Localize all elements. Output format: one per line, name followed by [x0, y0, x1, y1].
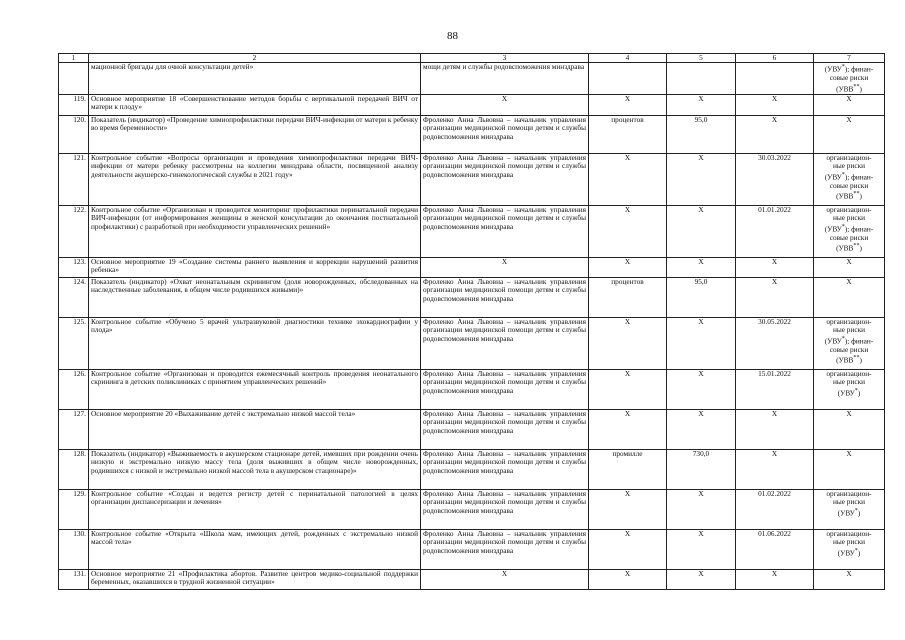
table-row [59, 115, 885, 153]
header-cell: 6 [736, 54, 814, 63]
row-value: X [667, 369, 736, 409]
header-cell: 4 [589, 54, 667, 63]
header-row [59, 54, 885, 63]
row-number: 128. [59, 449, 89, 489]
row-date: X [736, 569, 814, 589]
row-risks: X [814, 257, 885, 277]
row-date: 01.06.2022 [736, 529, 814, 569]
row-unit: промилле [589, 449, 667, 489]
row-value: 730,0 [667, 449, 736, 489]
header-cell: 1 [59, 54, 89, 63]
table-row [59, 529, 885, 569]
table-row [59, 449, 885, 489]
header-cell: 2 [89, 54, 421, 63]
row-number: 131. [59, 569, 89, 589]
table-row [59, 489, 885, 529]
plan-table [58, 53, 885, 590]
row-number: 126. [59, 369, 89, 409]
table-row [59, 257, 885, 277]
row-name: Основное мероприятие 19 «Создание системы раннего выявления и коррекции нарушений развития ребенка» [89, 257, 421, 277]
row-risks: организацион- ные риски (УВУ*); финан- совые риски (УВВ**) [814, 317, 885, 369]
row-number: 129. [59, 489, 89, 529]
row-responsible: Фроленко Анна Львовна – начальник управления организации медицинской помощи детям и службы родовспоможения минздрава [421, 277, 589, 317]
row-name: мационной бригады для очной консультации детей» [89, 63, 421, 95]
row-responsible: Фроленко Анна Львовна – начальник управления организации медицинской помощи детям и службы родовспоможения минздрава [421, 317, 589, 369]
row-number [59, 63, 89, 95]
row-unit: процентов [589, 115, 667, 153]
page-number: 88 [447, 30, 458, 42]
row-name: Показатель (индикатор) «Проведение химиопрофилактики передачи ВИЧ-инфекции от матери к ребенку во время беременности» [89, 115, 421, 153]
row-risks: организацион- ные риски (УВУ*) [814, 369, 885, 409]
row-unit: X [589, 369, 667, 409]
row-value: X [667, 489, 736, 529]
row-value: X [667, 317, 736, 369]
row-value: 95,0 [667, 115, 736, 153]
row-unit: процентов [589, 277, 667, 317]
row-value: X [667, 529, 736, 569]
row-value: X [667, 569, 736, 589]
table-row [59, 317, 885, 369]
row-responsible: Фроленко Анна Львовна – начальник управления организации медицинской помощи детям и службы родовспоможения минздрава [421, 489, 589, 529]
header-cell: 7 [814, 54, 885, 63]
row-unit: X [589, 153, 667, 205]
row-number: 125. [59, 317, 89, 369]
row-unit: X [589, 489, 667, 529]
row-name: Основное мероприятие 20 «Выхаживание детей с экстремально низкой массой тела» [89, 409, 421, 449]
row-date: X [736, 409, 814, 449]
row-name: Контрольное событие «Вопросы организации и проведения химиопрофилактики передачи ВИЧ-инфекции от матери ребенку рассмотрены на коллегии минздрава области, посвященной анализу деятельности акушерско-гинекологической службы в 2021 году» [89, 153, 421, 205]
row-risks: (УВУ*); финан- совые риски (УВВ**) [814, 63, 885, 95]
row-number: 120. [59, 115, 89, 153]
row-responsible: Фроленко Анна Львовна – начальник управления организации медицинской помощи детям и службы родовспоможения минздрава [421, 369, 589, 409]
row-date: X [736, 277, 814, 317]
row-risks: организацион- ные риски (УВУ*) [814, 489, 885, 529]
row-risks: X [814, 569, 885, 589]
row-number: 130. [59, 529, 89, 569]
table-row [59, 205, 885, 257]
row-value: X [667, 409, 736, 449]
row-number: 121. [59, 153, 89, 205]
row-date: 01.01.2022 [736, 205, 814, 257]
row-date: 30.03.2022 [736, 153, 814, 205]
row-risks: X [814, 449, 885, 489]
row-responsible: Фроленко Анна Львовна – начальник управления организации медицинской помощи детям и службы родовспоможения минздрава [421, 205, 589, 257]
table-row [59, 277, 885, 317]
row-responsible: мощи детям и службы родовспоможения минздрава [421, 63, 589, 95]
row-responsible: X [421, 257, 589, 277]
row-date: X [736, 257, 814, 277]
row-risks: X [814, 94, 885, 115]
row-responsible: Фроленко Анна Львовна – начальник управления организации медицинской помощи детям и службы родовспоможения минздрава [421, 409, 589, 449]
row-name: Основное мероприятие 21 «Профилактика абортов. Развитие центров медико-социальной поддержки беременных, оказавшихся в трудной жизненной ситуации» [89, 569, 421, 589]
row-name: Контрольное событие «Создан и ведется регистр детей с перинатальной патологией в целях организации диспансеризации и лечения» [89, 489, 421, 529]
row-name: Контрольное событие «Организован и проводится ежемесячный контроль проведения неонатального скрининга в детских поликлиниках с принятием управленческих решений» [89, 369, 421, 409]
row-unit: X [589, 409, 667, 449]
row-value: X [667, 153, 736, 205]
row-name: Показатель (индикатор) «Выживаемость в акушерском стационаре детей, имевших при рождении очень низкую и экстремально низкую массу тела (доля выживших в общем числе новорожденных, родившихся с низкой и экстремально низкой массой тела в акушерском стационаре)» [89, 449, 421, 489]
header-cell: 5 [667, 54, 736, 63]
row-responsible: X [421, 94, 589, 115]
row-responsible: Фроленко Анна Львовна – начальник управления организации медицинской помощи детям и службы родовспоможения минздрава [421, 529, 589, 569]
row-unit [589, 63, 667, 95]
row-risks: X [814, 409, 885, 449]
row-risks: организацион- ные риски (УВУ*); финан- совые риски (УВВ**) [814, 153, 885, 205]
row-name: Контрольное событие «Обучено 5 врачей ультразвуковой диагностики технике эхокардиографии у плода» [89, 317, 421, 369]
row-number: 124. [59, 277, 89, 317]
row-date: X [736, 94, 814, 115]
table-row [59, 409, 885, 449]
row-date [736, 63, 814, 95]
row-date: 01.02.2022 [736, 489, 814, 529]
table-row [59, 369, 885, 409]
row-responsible: Фроленко Анна Львовна – начальник управления организации медицинской помощи детям и службы родовспоможения минздрава [421, 115, 589, 153]
row-name: Основное мероприятие 18 «Совершенствование методов борьбы с вертикальной передачей ВИЧ от матери к плоду» [89, 94, 421, 115]
row-number: 122. [59, 205, 89, 257]
row-value: X [667, 94, 736, 115]
row-risks: организацион- ные риски (УВУ*) [814, 529, 885, 569]
row-unit: X [589, 317, 667, 369]
row-number: 123. [59, 257, 89, 277]
row-unit: X [589, 529, 667, 569]
row-risks: X [814, 277, 885, 317]
row-date: 15.01.2022 [736, 369, 814, 409]
row-name: Контрольное событие «Организован и проводится мониторинг профилактики перинатальной передачи ВИЧ-инфекции (от информирования женщины в женской консультации до окончания постнатальной профилактики) с разработкой при необходимости управленческих решений» [89, 205, 421, 257]
header-cell: 3 [421, 54, 589, 63]
row-value: X [667, 257, 736, 277]
row-name: Показатель (индикатор) «Охват неонатальным скринингом (доля новорожденных, обследованных на наследственные заболевания, в общем числе родившихся живыми)» [89, 277, 421, 317]
row-responsible: X [421, 569, 589, 589]
table-row [59, 94, 885, 115]
row-date: X [736, 115, 814, 153]
row-date: 30.05.2022 [736, 317, 814, 369]
row-unit: X [589, 569, 667, 589]
table-body [59, 63, 885, 590]
row-unit: X [589, 205, 667, 257]
table-row [59, 63, 885, 95]
row-number: 127. [59, 409, 89, 449]
row-unit: X [589, 94, 667, 115]
row-responsible: Фроленко Анна Львовна – начальник управления организации медицинской помощи детям и службы родовспоможения минздрава [421, 153, 589, 205]
row-name: Контрольное событие «Открыта «Школа мам, имеющих детей, рожденных с экстремально низкой массой тела» [89, 529, 421, 569]
row-number: 119. [59, 94, 89, 115]
row-unit: X [589, 257, 667, 277]
table-row [59, 569, 885, 589]
row-risks: организацион- ные риски (УВУ*); финан- совые риски (УВВ**) [814, 205, 885, 257]
row-risks: X [814, 115, 885, 153]
row-value [667, 63, 736, 95]
row-value: X [667, 205, 736, 257]
row-date: X [736, 449, 814, 489]
row-responsible: Фроленко Анна Львовна – начальник управления организации медицинской помощи детям и службы родовспоможения минздрава [421, 449, 589, 489]
table-row [59, 153, 885, 205]
row-value: 95,0 [667, 277, 736, 317]
